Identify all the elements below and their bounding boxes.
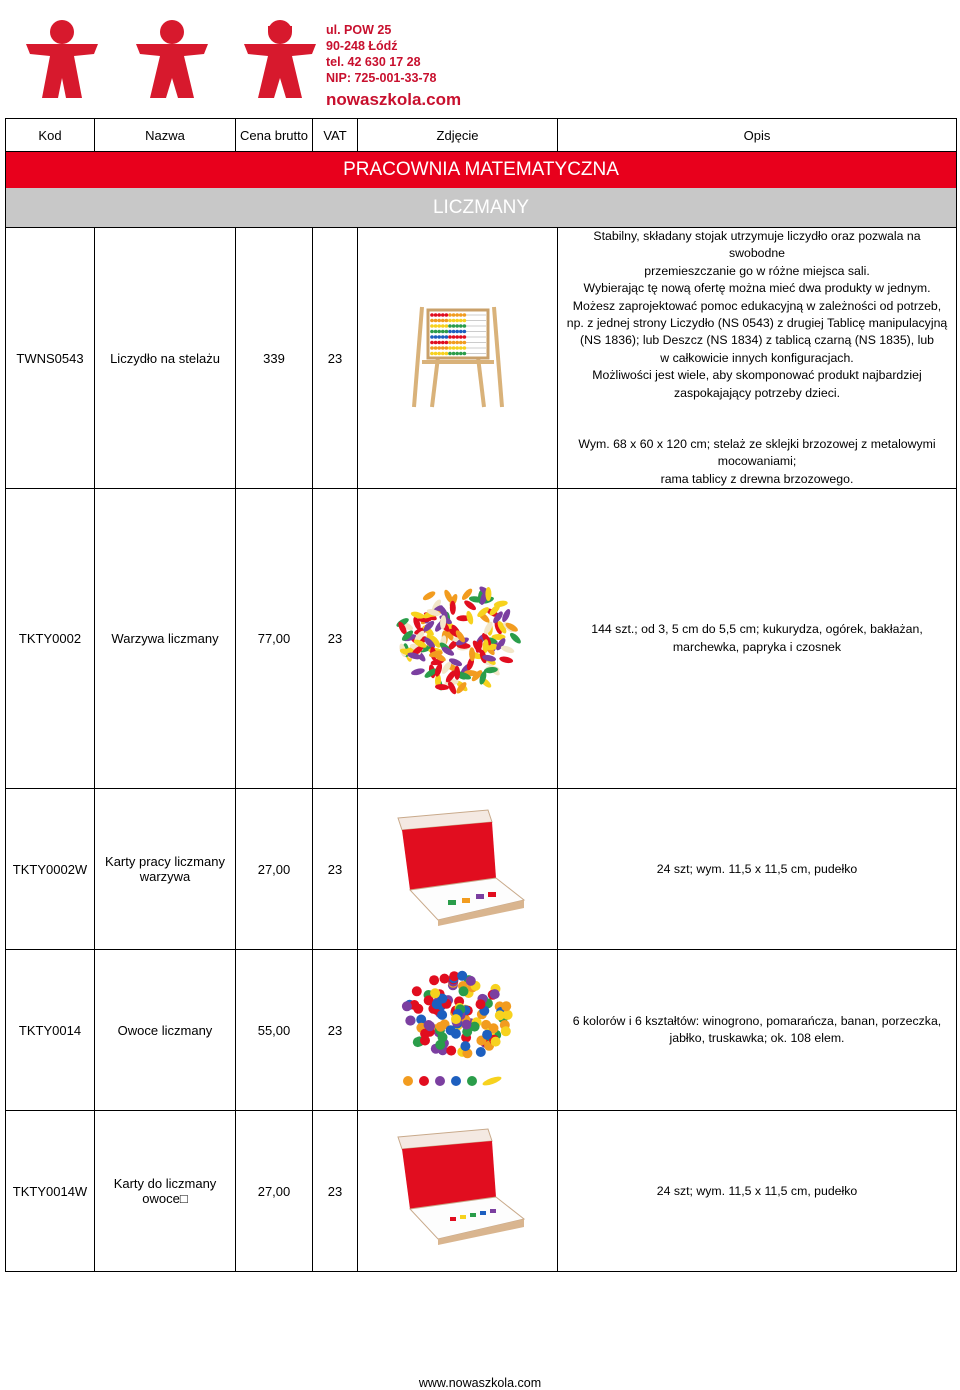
product-name: Warzywa liczmany [95,489,236,789]
fruit-cards-box-image [388,1127,528,1252]
column-header-code: Kod [6,119,95,152]
product-price: 27,00 [236,789,313,950]
company-nip: NIP: 725-001-33-78 [326,71,437,85]
product-description: 24 szt; wym. 11,5 x 11,5 cm, pudełko [558,789,957,950]
product-name: Liczydło na stelażu [95,228,236,489]
product-code: TKTY0014 [6,950,95,1111]
product-price: 339 [236,228,313,489]
vegetable-cards-box-image [388,808,528,928]
product-image-cell [358,1111,558,1272]
product-name: Owoce liczmany [95,950,236,1111]
product-description: 6 kolorów i 6 kształtów: winogrono, pomarańcza, banan, porzeczka, jabłko, truskawka; ok. 108 elem. [558,950,957,1111]
product-table [5,118,957,1272]
footer-website[interactable]: www.nowaszkola.com [418,1376,542,1390]
product-code: TWNS0543 [6,228,95,489]
product-price: 77,00 [236,489,313,789]
table-row [6,1111,957,1272]
column-header-price: Cena brutto [236,119,313,152]
company-contact [326,22,461,112]
page-header [0,0,960,118]
product-image-cell [358,789,558,950]
table-row [6,228,957,489]
product-code: TKTY0002W [6,789,95,950]
company-website[interactable]: nowaszkola.com [326,90,462,109]
company-address: ul. POW 25 [326,23,392,37]
product-code: TKTY0002 [6,489,95,789]
product-image-cell [358,228,558,489]
subsection-row [6,188,957,228]
product-code: TKTY0014W [6,1111,95,1272]
product-price: 27,00 [236,1111,313,1272]
vegetable-counters-image [383,572,533,702]
table-row [6,489,957,789]
abacus-on-stand-image [408,302,508,412]
table-row [6,950,957,1111]
product-name: Karty do liczmany owoce□ [95,1111,236,1272]
product-description: Stabilny, składany stojak utrzymuje liczydło oraz pozwala na swobodne przemieszczanie go w różne miejsca sali. Wybierając tę nową ofertę można mieć dwa produkty w jednym. Możesz zaprojektować pomoc edukacyjną w zależności od potrzeb, np. z jednej strony Liczydło (NS 0543) z drugiej Tablicę manipulacyjną (NS 1836); lub Deszcz (NS 1834) z tablicą czarną (NS 1835), lub w całkowicie innych konfiguracjach. Możliwości jest wiele, aby skomponować produkt najbardziej zaspokajający potrzeby dzieci. Wym. 68 x 60 x 120 cm; stelaż ze sklejki brzozowej z metalowymi mocowaniami; rama tablicy z drewna brzozowego. [558,228,957,489]
column-header-vat: VAT [313,119,358,152]
column-header-image: Zdjęcie [358,119,558,152]
company-city: 90-248 Łódź [326,39,398,53]
product-vat: 23 [313,950,358,1111]
column-header-name: Nazwa [95,119,236,152]
product-vat: 23 [313,489,358,789]
product-image-cell [358,950,558,1111]
table-row [6,789,957,950]
product-image-cell [358,489,558,789]
subsection-title: LICZMANY [6,188,957,228]
product-vat: 23 [313,789,358,950]
product-name: Karty pracy liczmany warzywa [95,789,236,950]
product-description: 24 szt; wym. 11,5 x 11,5 cm, pudełko [558,1111,957,1272]
section-row [6,152,957,189]
column-header-description: Opis [558,119,957,152]
company-phone: tel. 42 630 17 28 [326,55,421,69]
product-price: 55,00 [236,950,313,1111]
product-vat: 23 [313,1111,358,1272]
product-description: 144 szt.; od 3, 5 cm do 5,5 cm; kukurydza, ogórek, bakłażan, marchewka, papryka i czosnek [558,489,957,789]
product-vat: 23 [313,228,358,489]
table-header-row [6,119,957,152]
fruit-counters-image [388,961,528,1096]
company-logo [22,18,322,102]
section-title: PRACOWNIA MATEMATYCZNA [6,152,957,189]
